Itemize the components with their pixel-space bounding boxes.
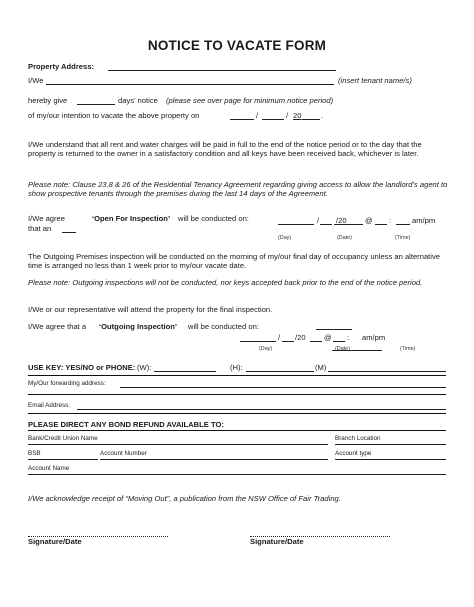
phone-mobile-field[interactable] [328,371,446,372]
forwarding-address-label: My/Our forwarding address: [28,380,106,387]
outgoing-extra-field[interactable] [316,329,352,330]
account-type-field[interactable] [335,459,446,460]
outgoing-inspection-text: will be conducted on: [188,322,259,331]
branch-location-label: Branch Location [335,435,381,442]
outgoing-slash-1: / [278,333,281,342]
phone-m-label: (M) [315,363,327,372]
signature-date-left: Signature/Date [28,537,82,546]
open-at: @ [365,216,373,225]
bsb-field[interactable] [28,459,98,460]
open-ampm: am/pm [412,216,436,225]
outgoing-time-caption: (Time) [400,346,416,352]
open-slash-2: /20 [336,216,347,225]
phone-h-label: (H): [230,363,243,372]
attend-paragraph: I/We or our representative will attend the property for the final inspection. [28,305,273,314]
keys-note: Please note: Outgoing inspections will not be conducted, nor keys accepted back prior to the end of the notice period. [28,278,423,287]
phone-w-label: (W): [137,363,152,372]
rent-charges-paragraph: I/We understand that all rent and water charges will be paid in full to the end of the notice period or to the day that the property is returned to the owner in a satisfactory condition and all keys have been received back, whichever is later. [28,140,422,158]
clause-note: Please note: Clause 23.8 & 26 of the Residential Tenancy Agreement regarding giving access to allow the landlord’s agent to show prospective tenants through the premises during the last 14 days of the Agreement. [28,180,448,198]
forwarding-address-field[interactable] [120,387,446,388]
open-time-hour-field[interactable] [375,224,387,225]
notice-days-field[interactable] [77,104,115,105]
agree-line-1: I/We agree [28,214,66,223]
outgoing-colon: : [347,333,350,342]
section-rule [28,394,446,395]
email-address-label: Email Address: [28,402,70,409]
outgoing-date-caption: (Date) [335,346,350,352]
account-number-label: Account Number [100,450,147,457]
open-date-year-field[interactable] [351,224,363,225]
outgoing-time-hour-field[interactable] [333,341,345,342]
open-inspection-text: will be conducted on: [178,214,249,223]
outgoing-date-day-field[interactable] [282,341,294,342]
see-over-note: (please see over page for minimum notice period) [166,96,334,105]
bank-name-label: Bank/Credit Union Name [28,435,98,442]
phone-work-field[interactable] [154,371,216,372]
acknowledge-statement: I/We acknowledge receipt of “Moving Out”, a publication from the NSW Office of Fair Trading. [28,494,341,503]
bond-heading: PLEASE DIRECT ANY BOND REFUND AVAILABLE TO: [28,420,224,429]
date-separator: / [286,111,289,120]
hereby-give-label: hereby give [28,96,68,105]
vacate-year-prefix: 20 [293,111,302,120]
branch-location-field[interactable] [335,444,446,445]
date-period: . [321,111,324,120]
use-key-label: USE KEY: YES/NO or PHONE: [28,363,136,372]
outgoing-day-caption: (Day) [259,346,273,352]
outgoing-inspection-label: ‘Outgoing Inspection’ [99,322,178,331]
date-separator: / [256,111,259,120]
open-time-minute-field[interactable] [396,224,410,225]
vacate-day-field[interactable] [230,119,254,120]
open-inspection-label: ‘Open For Inspection’ [92,214,171,223]
outgoing-date-year-field[interactable] [310,341,322,342]
agree-blank[interactable] [62,232,76,233]
agree-line-2: that an [28,224,52,233]
email-address-field[interactable] [77,409,446,410]
outgoing-at: @ [324,333,332,342]
section-rule [28,375,446,376]
section-rule [28,413,446,414]
intention-label: of my/our intention to vacate the above property on [28,111,200,120]
open-day-field[interactable] [278,224,314,225]
bank-name-field[interactable] [28,444,328,445]
outgoing-ampm: am/pm [362,333,386,342]
tenant-names-hint: (insert tenant name/s) [338,76,412,85]
page-title: NOTICE TO VACATE FORM [147,38,327,53]
vacate-year-field[interactable] [302,119,320,120]
outgoing-day-field[interactable] [240,341,276,342]
days-notice-label: days’ notice [118,96,158,105]
iwe-label: I/We [28,76,44,85]
outgoing-prefix: I/We agree that a [28,322,87,331]
tenant-names-field[interactable] [46,84,334,85]
vacate-month-field[interactable] [262,119,284,120]
phone-home-field[interactable] [246,371,314,372]
section-rule [28,430,446,431]
outgoing-slash-2: /20 [295,333,306,342]
open-date-caption: (Date) [337,235,352,241]
account-name-label: Account Name [28,465,70,472]
open-time-caption: (Time) [395,235,411,241]
property-address-field[interactable] [108,70,336,71]
open-date-day-field[interactable] [320,224,332,225]
open-colon: : [389,216,392,225]
signature-date-right: Signature/Date [250,537,304,546]
open-day-caption: (Day) [278,235,292,241]
account-type-label: Account type [335,450,372,457]
outgoing-premises-paragraph: The Outgoing Premises inspection will be conducted on the morning of my/our final day of occupancy unless an alternative time is arranged no less than 1 week prior to my/our vacate date. [28,252,440,270]
account-name-field[interactable] [28,474,446,475]
bsb-label: BSB [28,450,41,457]
open-slash-1: / [317,216,320,225]
account-number-field[interactable] [100,459,328,460]
property-address-label: Property Address: [28,62,94,71]
